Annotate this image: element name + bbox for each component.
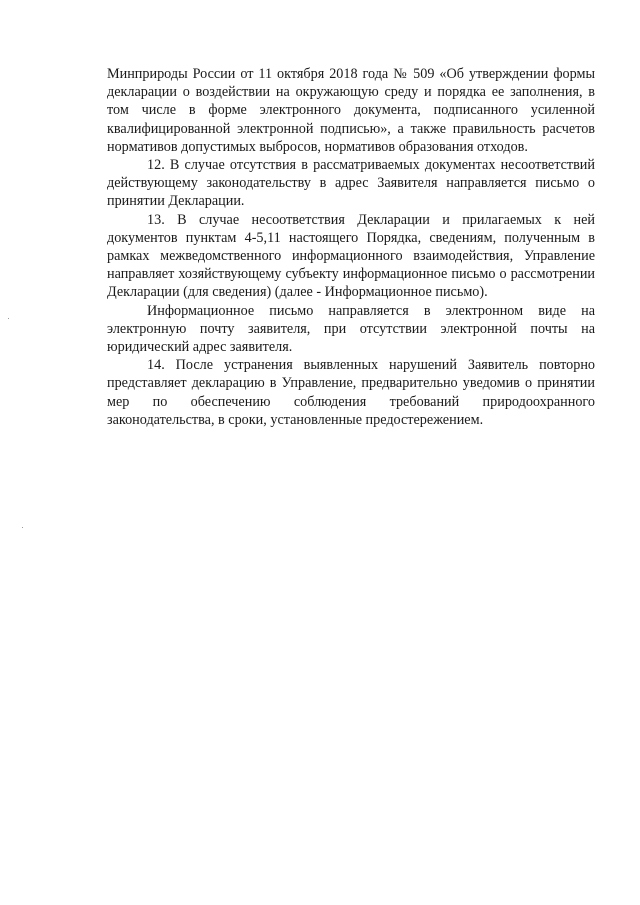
- document-body: [107, 65, 595, 429]
- paragraph-item-13: 13. В случае несоответствия Декларации и прилагаемых к ней документов пунктам 4-5,11 настоящего Порядка, сведениям, полученным в рамках межведомственного информационного взаимодействия, Управление направляет хозяйствующему субъекту информационное письмо о рассмотрении Декларации (для сведения) (далее - Информационное письмо).: [107, 211, 595, 301]
- paragraph-item-14: 14. После устранения выявленных нарушений Заявитель повторно представляет декларацию в Управление, предварительно уведомив о принятии мер по обеспечению соблюдения требований природоохранного законодательства, в сроки, установленные предостережением.: [107, 357, 595, 428]
- paragraph-item-12: 12. В случае отсутствия в рассматриваемых документах несоответствий действующему законодательству в адрес Заявителя направляется письмо о принятии Декларации.: [107, 157, 595, 210]
- scan-speck: [8, 318, 9, 319]
- paragraph-continuation: Минприроды России от 11 октября 2018 года № 509 «Об утверждении формы декларации о воздействии на окружающую среду и порядка ее заполнения, в том числе в форме электронного документа, подписанного усиленной квалифицированной электронной подписью», а также правильность расчетов нормативов допустимых выбросов, нормативов образования отходов.: [107, 66, 595, 155]
- scan-speck: [22, 527, 23, 528]
- paragraph-information-letter: Информационное письмо направляется в электронном виде на электронную почту заявителя, при отсутствии электронной почты на юридический адрес заявителя.: [107, 302, 595, 356]
